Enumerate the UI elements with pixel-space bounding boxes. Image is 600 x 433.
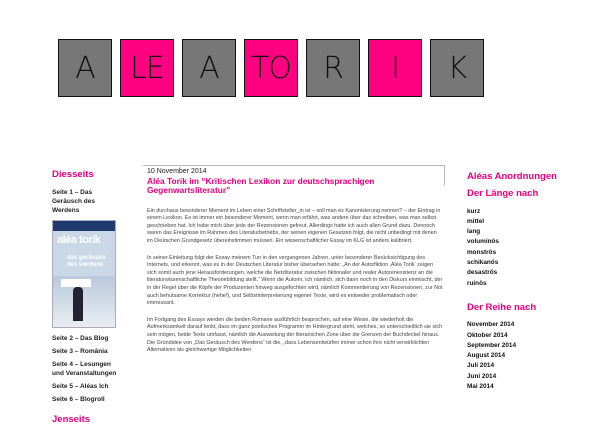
left-sidebar — [52, 170, 122, 433]
length-link[interactable]: kurz — [467, 207, 481, 215]
post-date: 10 November 2014 — [147, 168, 207, 175]
archive-list — [467, 320, 567, 392]
length-link[interactable]: voluminös — [467, 238, 499, 246]
sidebar-link-seite-4[interactable]: Seite 4 – Lesungen und Veranstaltungen — [52, 361, 117, 377]
length-link[interactable]: ruinös — [467, 279, 487, 287]
sidebar-link-seite-1[interactable]: Seite 1 – Das Geräusch des Werdens — [52, 189, 95, 214]
book-cover-strip — [53, 221, 115, 231]
logo-tile: A — [182, 39, 236, 97]
archive-link[interactable]: September 2014 — [467, 341, 517, 349]
post-paragraph: Im Fortgang des Essays werden die beiden Romane ausführlich besprochen, auf eine Weise, die wiederholt die Aufmerksamkeit darauf lenkt, dass im ganz poetisches Programm im Hintergrund steht, welches, so unterschiedlich sie sich sein mögen, beide Texte umfasst, nämlich die Ausweitung der literarischen Zone über die Grenzen der Buchdeckel hinaus. Die Gründidee von „Das Geräusch des Werdens“ ist die, „dass Lebensentwürfen immer schon ihre nicht verwirklichten Alternativen als gleichwertige Möglichkeiten — [147, 316, 443, 354]
logo-tile: I — [368, 39, 422, 97]
logo-tile: LE — [120, 39, 174, 97]
archive-link[interactable]: Mai 2014 — [467, 383, 494, 391]
sidebar-link-seite-5[interactable]: Seite 5 – Aléas Ich — [52, 383, 109, 390]
length-link[interactable]: schikanös — [467, 259, 499, 267]
main-content — [143, 166, 445, 364]
content-right-rule — [444, 165, 445, 185]
right-sidebar — [467, 172, 567, 406]
sidebar-heading-reihe: Der Reihe nach — [467, 301, 537, 313]
book-cover-sign — [61, 279, 91, 287]
archive-link[interactable]: November 2014 — [467, 321, 515, 329]
sidebar-heading-diesseits: Diesseits — [52, 169, 94, 180]
length-link[interactable]: monströs — [467, 248, 497, 256]
sidebar-link-seite-2[interactable]: Seite 2 – Das Blog — [52, 335, 109, 342]
book-cover-title: aléa torik — [57, 234, 101, 246]
post-paragraph: Ein durchaus besonderer Moment im Leben einer Schriftsteller_in ist – soll man es Kanonisierung nennen? – der Eintrag in einem Lexikon. Es ist immer ein besonderer Moment, wenn man erfährt, was andere über das schreiben, was man selbst geschrieben hat. Ich habe mich über jede der Rezensionen gefreut. Allerdings hatte ich auch allen Grund dazu. Dennoch waren das Ereignisse im Rahmen des Literaturbetriebs, der seinen eigenen Gesetzen folgt, die nicht unbedingt mit denen im Deutschen Grundgesetz übereinstimmen müssen. Ein wissenschaftlicher Essay im KLG ist anders kalibriert. — [147, 207, 441, 244]
archive-link[interactable]: Oktober 2014 — [467, 331, 508, 339]
content-top-rule — [143, 165, 445, 166]
sidebar-link-seite-6[interactable]: Seite 6 – Blogroll — [52, 396, 105, 403]
archive-link[interactable]: August 2014 — [467, 352, 506, 360]
sidebar-link-seite-3[interactable]: Seite 3 – România — [52, 348, 108, 355]
post-title-link[interactable]: Aléa Torik im “Kritischen Lexikon zur deutschsprachigen Gegenwartsliteratur” — [147, 175, 375, 196]
book-cover-person — [73, 287, 83, 321]
logo-tile: R — [306, 39, 360, 97]
length-link[interactable]: desaströs — [467, 269, 498, 277]
archive-link[interactable]: Juli 2014 — [467, 362, 495, 370]
sidebar-heading-anordnungen: Aléas Anordnungen — [467, 171, 557, 182]
book-cover-image[interactable] — [52, 220, 116, 328]
logo-tile: K — [430, 39, 484, 97]
logo-tile: A — [58, 39, 112, 97]
logo-tiles[interactable] — [58, 39, 546, 97]
sidebar-heading-laenge: Der Länge nach — [467, 188, 539, 200]
length-list — [467, 207, 567, 289]
archive-link[interactable]: Juni 2014 — [467, 372, 497, 380]
length-link[interactable]: lang — [467, 228, 481, 236]
logo-tile: TO — [244, 39, 298, 97]
length-link[interactable]: mittel — [467, 217, 485, 225]
sidebar-heading-jenseits: Jenseits — [52, 414, 91, 425]
book-cover-subtitle: das geräusch des werdens — [67, 255, 106, 268]
post-paragraph: In seiner Einleitung folgt der Essay meinem Tun in den vergangenen Jahren, unter besonderer Berücksichtigung des Internets, und erkennt, was es in der Deutschen Literatur bisher übersehen hatte: „An der Autorfiktion ‚Aléa Torik‘ zeigen sich somit auch jene Herausforderungen, welche die Netzliteratur zwischen fiktionaler und realer Autorenexistenz an die literaturwissenschaftliche Theoriebildung stellt.“ Wenn die Autorin, ich nämlich, sich dann noch in den Diskurs einmischt, der in der Regel über die Köpfe der Produzenten hinweg ausgefochten wird, nämlich Kommentierung von Rezensionen, zur Not auch behutsame Korrektur (hehe!), und Selbstinterpretierung eigener Texte, wird es entweder problematisch oder interessant. — [147, 254, 443, 307]
